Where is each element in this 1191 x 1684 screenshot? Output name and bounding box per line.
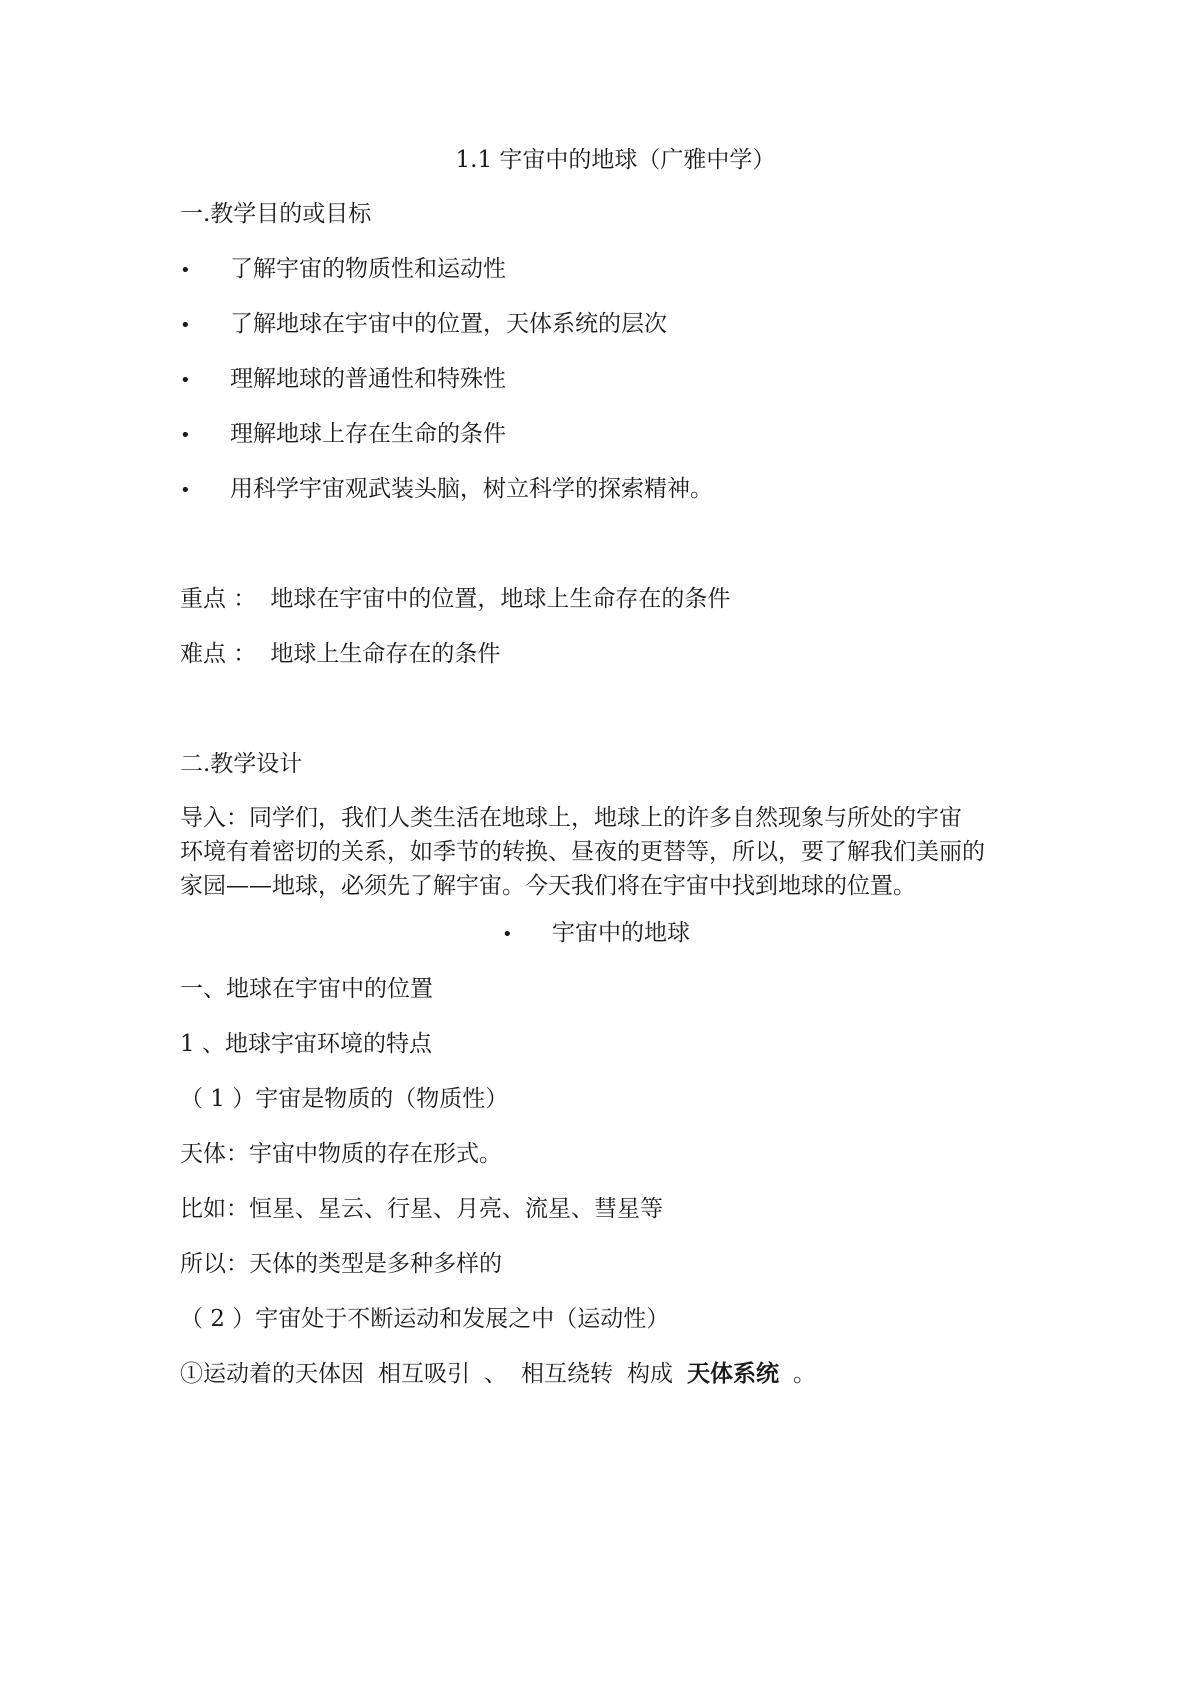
intro-line: 环境有着密切的关系，如季节的转换、昼夜的更替等，所以，要了解我们美丽的 [180,839,985,865]
objective-item [180,474,713,506]
bullet-icon: • [180,315,191,336]
item-heading: 1 、地球宇宙环境的特点 [180,1031,432,1057]
item-subheading: （ 2 ）宇宙处于不断运动和发展之中（运动性） [180,1306,670,1332]
sub-heading: 一、地球在宇宙中的位置 [180,976,433,1002]
intro-line: 导入：同学们，我们人类生活在地球上，地球上的许多自然现象与所处的宇宙 [180,805,962,831]
objective-text: 了解地球在宇宙中的位置，天体系统的层次 [230,311,667,337]
objective-item [180,419,506,451]
difficult-point-label: 难点 ： [180,641,257,667]
conclusion-text: 所以：天体的类型是多种多样的 [180,1251,502,1277]
difficult-point-text: 地球上生命存在的条件 [270,641,501,667]
sentence-part: 、 [484,1361,507,1387]
sentence-part: 相互吸引 [378,1361,470,1387]
item-subheading: （ 1 ）宇宙是物质的（物质性） [180,1086,509,1112]
objective-text: 用科学宇宙观武装头脑，树立科学的探索精神。 [230,476,713,502]
bullet-icon: • [180,425,191,446]
bullet-icon: • [502,924,513,945]
bullet-icon: • [180,260,191,281]
example-text: 比如：恒星、星云、行星、月亮、流星、彗星等 [180,1196,663,1222]
definition-text: 天体：宇宙中物质的存在形式。 [180,1141,502,1167]
bullet-icon: • [180,370,191,391]
intro-line: 家园——地球，必须先了解宇宙。今天我们将在宇宙中找到地球的位置。 [180,873,916,899]
intro-paragraph [180,801,1020,903]
page-title: 1.1 宇宙中的地球（广雅中学） [455,147,776,173]
system-sentence [180,1359,816,1389]
sentence-part: 构成 [627,1361,673,1387]
key-point-text: 地球在宇宙中的位置，地球上生命存在的条件 [270,586,731,612]
difficult-point [180,639,500,669]
centered-bullet-heading [502,918,690,950]
objective-text: 理解地球上存在生命的条件 [230,421,506,447]
sentence-part: ①运动着的天体因 [180,1361,364,1387]
section-heading-objectives: 一.教学目的或目标 [180,201,372,227]
objective-item [180,309,667,341]
bullet-icon: • [180,480,191,501]
bold-term: 天体系统 [687,1361,779,1387]
centered-bullet-text: 宇宙中的地球 [552,920,690,946]
objective-item [180,254,506,286]
key-point-label: 重点 ： [180,586,257,612]
objective-text: 了解宇宙的物质性和运动性 [230,256,506,282]
objective-text: 理解地球的普通性和特殊性 [230,366,506,392]
sentence-part: 相互绕转 [521,1361,613,1387]
objective-item [180,364,506,396]
key-point [180,584,730,614]
sentence-part: 。 [793,1361,816,1387]
section-heading-design: 二.教学设计 [180,751,303,777]
